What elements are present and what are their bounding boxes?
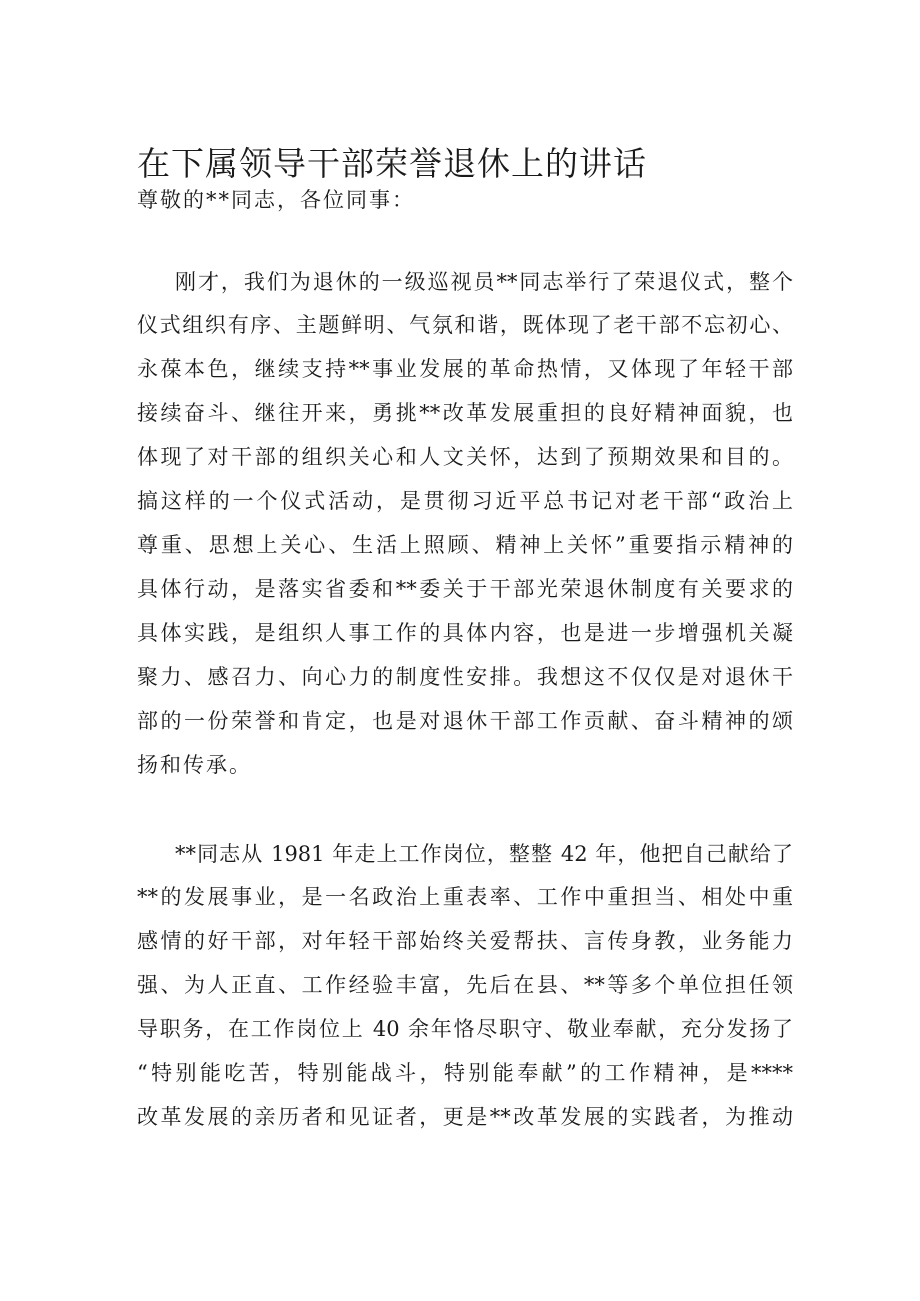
- paragraph-line: 刚才，我们为退休的一级巡视员**同志举行了荣退仪式，整个: [175, 270, 793, 294]
- paragraph-line: 尊重、思想上关心、生活上照顾、精神上关怀”重要指示精神的: [137, 533, 793, 557]
- paragraph-line: 仪式组织有序、主题鲜明、气氛和谐，既体现了老干部不忘初心、: [137, 313, 793, 337]
- paragraph-line: **同志从 1981 年走上工作岗位，整整 42 年，他把自己献给了: [175, 842, 793, 866]
- document-title: 在下属领导干部荣誉退休上的讲话: [137, 144, 647, 183]
- paragraph-line: “特别能吃苦，特别能战斗，特别能奉献”的工作精神，是****: [137, 1061, 793, 1085]
- paragraph-line: 具体实践，是组织人事工作的具体内容，也是进一步增强机关凝: [137, 621, 793, 645]
- paragraph-line: 强、为人正直、工作经验丰富，先后在县、**等多个单位担任领: [137, 973, 793, 997]
- paragraph-line: 接续奋斗、继往开来，勇挑**改革发展重担的良好精神面貌，也: [137, 401, 793, 425]
- paragraph-line: 扬和传承。: [137, 753, 252, 777]
- paragraph-line: 具体行动，是落实省委和**委关于干部光荣退休制度有关要求的: [137, 577, 793, 601]
- paragraph-line: 永葆本色，继续支持**事业发展的革命热情，又体现了年轻干部: [137, 357, 793, 381]
- paragraph-line: 感情的好干部，对年轻干部始终关爱帮扶、言传身教，业务能力: [137, 929, 793, 953]
- paragraph-line: 搞这样的一个仪式活动，是贯彻习近平总书记对老干部“政治上: [137, 489, 793, 513]
- paragraph-line: 部的一份荣誉和肯定，也是对退休干部工作贡献、奋斗精神的颂: [137, 709, 793, 733]
- paragraph-line: 改革发展的亲历者和见证者，更是**改革发展的实践者，为推动: [137, 1105, 793, 1129]
- salutation: 尊敬的**同志，各位同事：: [137, 188, 415, 212]
- paragraph-line: **的发展事业，是一名政治上重表率、工作中重担当、相处中重: [137, 885, 793, 909]
- paragraph-line: 聚力、感召力、向心力的制度性安排。我想这不仅仅是对退休干: [137, 665, 793, 689]
- paragraph-line: 导职务，在工作岗位上 40 余年恪尽职守、敬业奉献，充分发扬了: [137, 1017, 793, 1041]
- paragraph-line: 体现了对干部的组织关心和人文关怀，达到了预期效果和目的。: [137, 445, 793, 469]
